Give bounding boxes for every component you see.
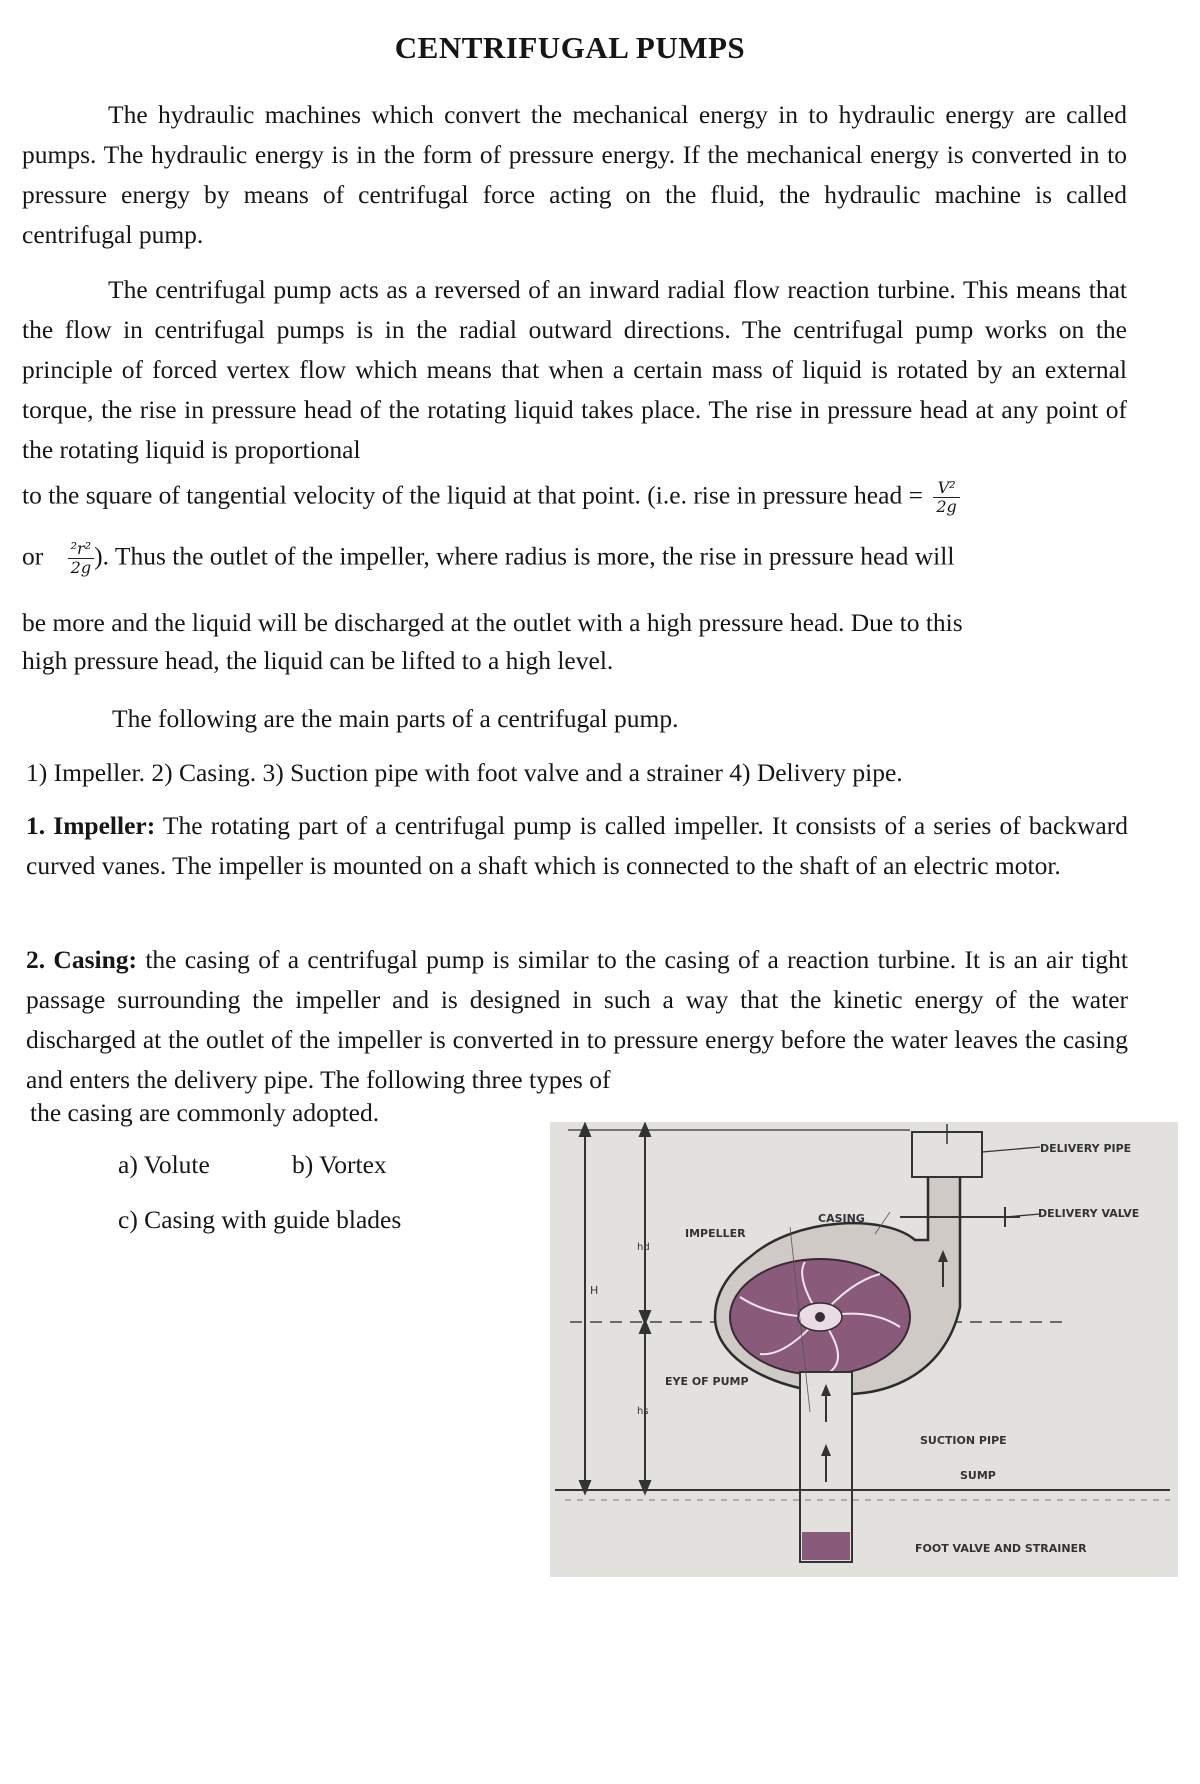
- lift-line: high pressure head, the liquid can be lifted to a high level.: [22, 646, 614, 675]
- label-H: H: [590, 1284, 599, 1297]
- casing-type-volute: a) Volute: [118, 1150, 210, 1179]
- formula-numerator: V²: [933, 479, 959, 498]
- impeller-text: The rotating part of a centrifugal pump is called impeller. It consists of a series of backward curved vanes. The impeller is mounted on a shaft which is connected to the shaft of an electric motor.: [26, 811, 1128, 880]
- pump-diagram-svg: [550, 1122, 1178, 1577]
- foot-valve-strainer: [802, 1532, 850, 1560]
- formula-w2r2-over-2g: [68, 540, 94, 577]
- label-suction-pipe: SUCTION PIPE: [920, 1434, 1007, 1447]
- casing-label: 2. Casing:: [26, 945, 138, 974]
- pressure-head-line: [22, 479, 960, 516]
- formula-denominator: 2g: [70, 558, 92, 577]
- casing-type-guide-blades: c) Casing with guide blades: [118, 1205, 402, 1234]
- formula-v2-over-2g: [933, 479, 959, 516]
- or-text: or: [22, 541, 44, 571]
- page-title: CENTRIFUGAL PUMPS: [394, 30, 746, 65]
- outlet-text: ). Thus the outlet of the impeller, where radius is more, the rise in pressure head will: [94, 541, 955, 571]
- label-eye-of-pump: EYE OF PUMP: [665, 1375, 749, 1388]
- label-hs: hs: [637, 1406, 649, 1417]
- casing-text: the casing of a centrifugal pump is similar to the casing of a reaction turbine. It is an air tight passage surrounding the impeller and is designed in such a way that the kinetic energy of the water discharged at the outlet of the impeller is converted in to pressure energy before the water leaves the casing and enters the delivery pipe. The following three types of: [26, 945, 1128, 1094]
- casing-type-vortex: b) Vortex: [292, 1150, 387, 1179]
- label-hd: hd: [637, 1242, 650, 1253]
- pressure-head-text: to the square of tangential velocity of the liquid at that point. (i.e. rise in pressure head =: [22, 480, 923, 510]
- label-casing: CASING: [818, 1212, 865, 1225]
- principle-paragraph: The centrifugal pump acts as a reversed of an inward radial flow reaction turbine. This means that the flow in centrifugal pumps is in the radial outward directions. The centrifugal pump works on the principle of forced vertex flow which means that when a certain mass of liquid is rotated by an external torque, the rise in pressure head of the rotating liquid takes place. The rise in pressure head at any point of the rotating liquid is proportional: [22, 275, 1127, 464]
- label-foot-valve: FOOT VALVE AND STRAINER: [915, 1542, 1087, 1555]
- centrifugal-pump-diagram: [550, 1122, 1178, 1577]
- label-delivery-pipe: DELIVERY PIPE: [1040, 1142, 1132, 1155]
- casing-paragraph: [26, 940, 1128, 1100]
- parts-intro: The following are the main parts of a centrifugal pump.: [112, 704, 679, 733]
- outlet-line: [22, 540, 954, 577]
- formula-numerator: ²r²: [68, 540, 94, 559]
- impeller-paragraph: [26, 806, 1128, 886]
- discharge-line: be more and the liquid will be discharged at the outlet with a high pressure head. Due to this: [22, 608, 963, 637]
- impeller-hub: [815, 1312, 825, 1322]
- label-delivery-valve: DELIVERY VALVE: [1038, 1207, 1140, 1220]
- formula-denominator: 2g: [936, 497, 957, 516]
- impeller-label: 1. Impeller:: [26, 811, 156, 840]
- intro-paragraph: The hydraulic machines which convert the mechanical energy in to hydraulic energy are called pumps. The hydraulic energy is in the form of pressure energy. If the mechanical energy is converted in to pressure energy by means of centrifugal force acting on the fluid, the hydraulic machine is called centrifugal pump.: [22, 100, 1127, 249]
- parts-list: 1) Impeller. 2) Casing. 3) Suction pipe with foot valve and a strainer 4) Delivery pipe.: [26, 758, 903, 787]
- label-impeller: IMPELLER: [685, 1227, 746, 1240]
- casing-last-line: the casing are commonly adopted.: [30, 1098, 380, 1127]
- label-sump: SUMP: [960, 1469, 996, 1482]
